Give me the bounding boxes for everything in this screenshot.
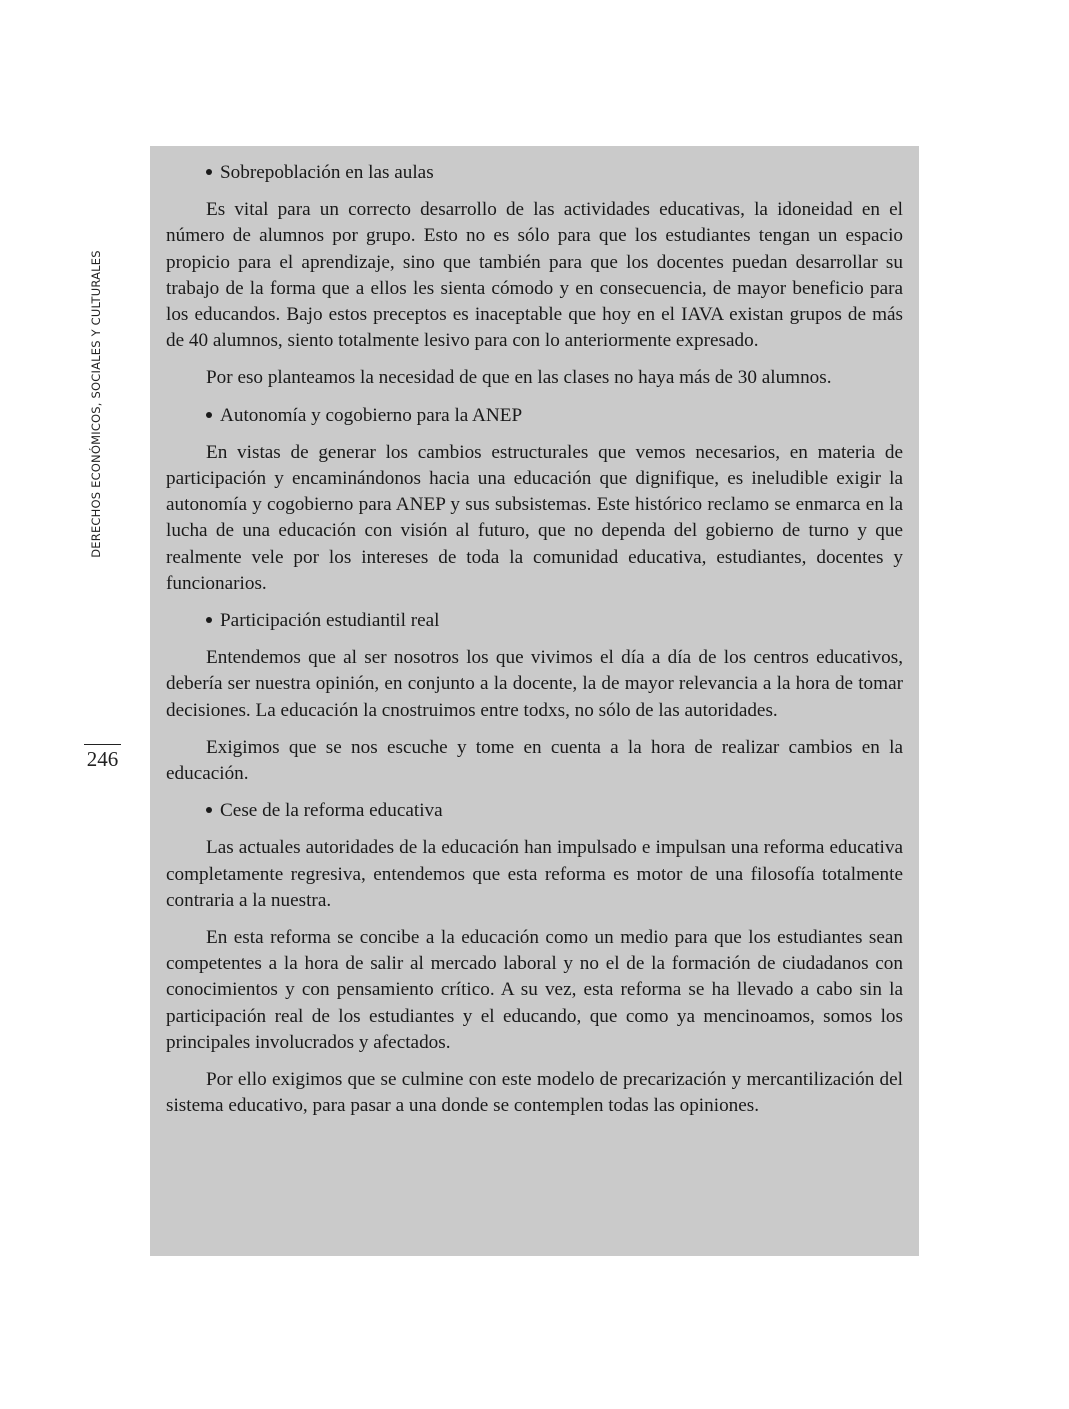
paragraph: Entendemos que al ser nosotros los que vivimos el día a día de los centros educativos, debería ser nuestra opinión, en conjunto a la docente, la de mayor relevancia a la hora de tomar decisiones. La educación la cnostruimos entre todxs, no sólo de las autoridades. <box>166 647 903 721</box>
paragraph: Exigimos que se nos escuche y tome en cuenta a la hora de realizar cambios en la educación. <box>166 736 903 785</box>
paragraph: Por ello exigimos que se culmine con este modelo de precarización y mercantilización del sistema educativo, para pasar a una donde se contemplen todas las opiniones. <box>166 1069 903 1117</box>
bullet-dot-icon <box>206 807 212 813</box>
page-number: 246 <box>84 744 121 772</box>
paragraph: Las actuales autoridades de la educación han impulsado e impulsan una reforma educativa completamente regresiva, entendemos que esta reforma es motor de una filosofía totalmente contraria a la nuestra. <box>166 837 903 911</box>
paragraph: En esta reforma se concibe a la educación como un medio para que los estudiantes sean competentes a la hora de salir al mercado laboral y no el de la formación de ciudadanos con conocimientos y con pensamiento crítico. A su vez, esta reforma se ha llevado a cabo sin la participación real de los estudiantes y el educando, que como ya mencinoamos, somos los principales involucrados y afectados. <box>166 927 903 1053</box>
paragraph: En vistas de generar los cambios estructurales que vemos necesarios, en materia de participación y encaminándonos hacia una educación que dignifique, es ineludible exigir la autonomía y cogobierno para ANEP y sus subsistemas. Este histórico reclamo se enmarca en la lucha de una educación con visión al futuro, que no dependa del gobierno de turno y que realmente vele por los intereses de toda la comunidad educativa, estudiantes, docentes y funcionarios. <box>166 441 903 594</box>
bullet-dot-icon <box>206 412 212 418</box>
bullet-heading: Participación estudiantil real <box>166 608 903 634</box>
bullet-heading: Cese de la reforma educativa <box>166 798 903 824</box>
bullet-heading: Sobrepoblación en las aulas <box>166 160 903 186</box>
paragraph: Es vital para un correcto desarrollo de las actividades educativas, la idoneidad en el número de alumnos por grupo. Esto no es sólo para que los estudiantes tengan un espacio propicio para el aprendizaje, sino que también para que los docentes puedan desarrollar su trabajo de la forma que a ellos les sienta cómodo y en consecuencia, de mayor beneficio para los educandos. Bajo estos preceptos es inaceptable que hoy en el IAVA existan grupos de más de 40 alumnos, siento totalmente lesivo para con lo anteriormente expresado. <box>166 199 903 352</box>
bullet-heading: Autonomía y cogobierno para la ANEP <box>166 403 903 429</box>
bullet-dot-icon <box>206 617 212 623</box>
running-header: DERECHOS ECONÓMICOS, SOCIALES Y CULTURALES <box>89 250 103 558</box>
paragraph: Por eso planteamos la necesidad de que en las clases no haya más de 30 alumnos. <box>206 367 832 389</box>
bullet-dot-icon <box>206 169 212 175</box>
body-text <box>166 160 903 1131</box>
